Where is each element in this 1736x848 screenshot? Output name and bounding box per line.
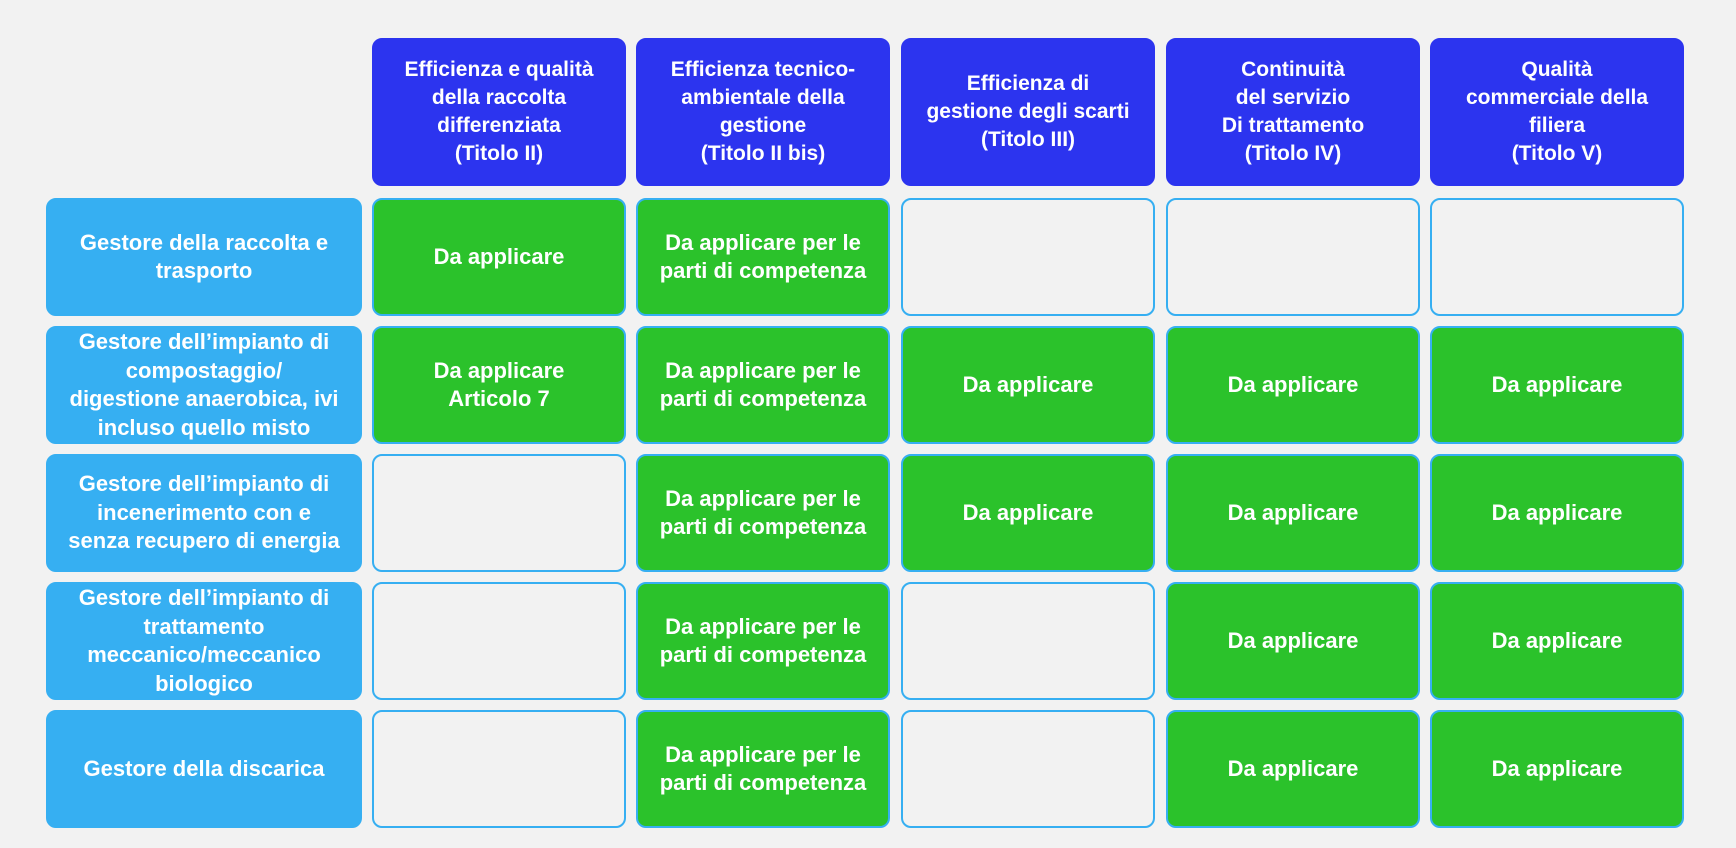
column-header: Qualità commerciale della filiera (Titolo V) bbox=[1430, 38, 1684, 186]
empty-cell bbox=[901, 582, 1155, 700]
column-header: Continuità del servizio Di trattamento (Titolo IV) bbox=[1166, 38, 1420, 186]
applicability-cell: Da applicare bbox=[372, 198, 626, 316]
empty-cell bbox=[1430, 198, 1684, 316]
applicability-cell: Da applicare bbox=[1430, 454, 1684, 572]
applicability-cell: Da applicare bbox=[1430, 710, 1684, 828]
applicability-cell: Da applicare per le parti di competenza bbox=[636, 582, 890, 700]
applicability-cell: Da applicare bbox=[901, 326, 1155, 444]
row-header: Gestore dell’impianto di incenerimento con e senza recupero di energia bbox=[46, 454, 362, 572]
column-header: Efficienza e qualità della raccolta differenziata (Titolo II) bbox=[372, 38, 626, 186]
applicability-cell: Da applicare per le parti di competenza bbox=[636, 710, 890, 828]
row-header: Gestore dell’impianto di trattamento meccanico/meccanico biologico bbox=[46, 582, 362, 700]
empty-cell bbox=[372, 454, 626, 572]
applicability-cell: Da applicare per le parti di competenza bbox=[636, 454, 890, 572]
row-header: Gestore della discarica bbox=[46, 710, 362, 828]
empty-cell bbox=[1166, 198, 1420, 316]
empty-cell bbox=[372, 582, 626, 700]
row-header: Gestore della raccolta e trasporto bbox=[46, 198, 362, 316]
applicability-cell: Da applicare bbox=[1166, 454, 1420, 572]
applicability-cell: Da applicare bbox=[1430, 326, 1684, 444]
applicability-cell: Da applicare bbox=[1166, 326, 1420, 444]
applicability-cell: Da applicare bbox=[1430, 582, 1684, 700]
empty-cell bbox=[901, 198, 1155, 316]
column-header: Efficienza di gestione degli scarti (Titolo III) bbox=[901, 38, 1155, 186]
empty-cell bbox=[901, 710, 1155, 828]
applicability-cell: Da applicare per le parti di competenza bbox=[636, 198, 890, 316]
applicability-cell: Da applicare bbox=[901, 454, 1155, 572]
applicability-cell: Da applicare bbox=[1166, 710, 1420, 828]
column-header: Efficienza tecnico- ambientale della gestione (Titolo II bis) bbox=[636, 38, 890, 186]
row-header: Gestore dell’impianto di compostaggio/ digestione anaerobica, ivi incluso quello misto bbox=[46, 326, 362, 444]
applicability-cell: Da applicare per le parti di competenza bbox=[636, 326, 890, 444]
applicability-cell: Da applicare bbox=[1166, 582, 1420, 700]
empty-cell bbox=[372, 710, 626, 828]
applicability-cell: Da applicare Articolo 7 bbox=[372, 326, 626, 444]
